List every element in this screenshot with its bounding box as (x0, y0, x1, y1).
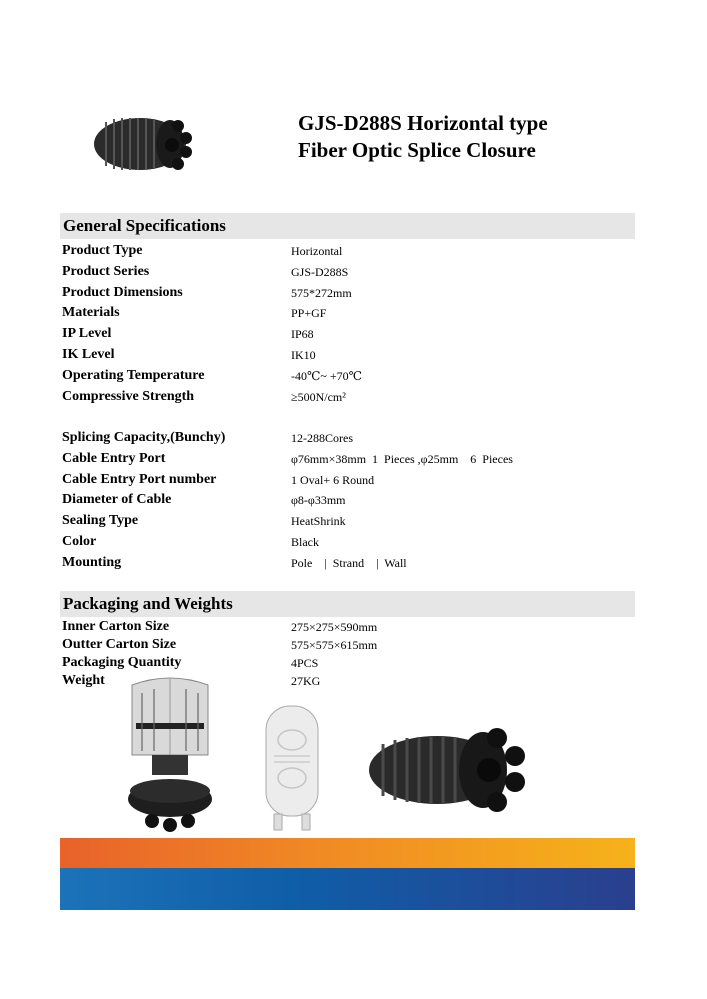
spec-label: Product Type (62, 243, 143, 258)
open-closure-image (122, 675, 218, 835)
spec-row (62, 283, 632, 303)
packaging-value: 275×275×590mm (291, 620, 378, 634)
spec-value: Pole | Strand | Wall (291, 556, 407, 570)
general-specifications-header (60, 213, 635, 239)
packaging-value: 27KG (291, 674, 321, 688)
spec-label: Product Series (62, 264, 150, 279)
spec-label: Product Dimensions (62, 285, 183, 300)
spec-label: Sealing Type (62, 513, 139, 528)
spec-value: Black (291, 535, 319, 549)
spec-row (62, 387, 632, 407)
spec-row (62, 324, 632, 344)
spec-label: Diameter of Cable (62, 492, 172, 507)
spec-value: 575*272mm (291, 286, 352, 300)
packaging-weights-header (60, 591, 635, 617)
packaging-label: Outter Carton Size (62, 637, 177, 652)
closed-closure-image (365, 718, 537, 818)
spec-row (62, 428, 632, 448)
spec-label: Color (62, 534, 97, 549)
spec-value: -40℃~ +70℃ (291, 369, 363, 383)
product-hero-image (92, 108, 202, 180)
footer-banner-orange (60, 838, 635, 868)
packaging-row (62, 635, 632, 655)
footer-banner-blue (60, 868, 635, 910)
spec-value: IK10 (291, 348, 316, 362)
spec-value: PP+GF (291, 306, 327, 320)
spec-label: Cable Entry Port (62, 451, 166, 466)
spec-label: Materials (62, 305, 120, 320)
spec-row (62, 490, 632, 510)
packaging-label: Packaging Quantity (62, 655, 182, 670)
title-line-2: Fiber Optic Splice Closure (298, 138, 536, 162)
spec-row (62, 366, 632, 386)
title-line-1: GJS-D288S Horizontal type (298, 111, 548, 135)
spec-value: 1 Oval+ 6 Round (291, 473, 375, 487)
packaging-label: Weight (62, 673, 105, 688)
section-heading: General Specifications (63, 216, 226, 235)
spec-row (62, 470, 632, 490)
spec-row (62, 262, 632, 282)
spec-row (62, 449, 632, 469)
spec-label: Mounting (62, 555, 122, 570)
spec-value: ≥500N/cm² (291, 390, 346, 404)
spec-label: Splicing Capacity,(Bunchy) (62, 430, 226, 445)
packaging-value: 575×575×615mm (291, 638, 378, 652)
section-heading: Packaging and Weights (63, 594, 233, 613)
spec-row (62, 303, 632, 323)
spec-value: HeatShrink (291, 514, 346, 528)
spec-value: φ76mm×38mm 1 Pieces ,φ25mm 6 Pieces (291, 452, 513, 466)
spec-row (62, 553, 632, 573)
spec-label: IK Level (62, 347, 115, 362)
packaging-row (62, 653, 632, 673)
spec-value: 12-288Cores (291, 431, 353, 445)
document-title (298, 110, 548, 164)
spec-label: Operating Temperature (62, 368, 205, 383)
spec-value: IP68 (291, 327, 314, 341)
spec-value: GJS-D288S (291, 265, 349, 279)
packaging-row (62, 617, 632, 637)
spec-row (62, 511, 632, 531)
spec-label: IP Level (62, 326, 112, 341)
spec-value: φ8-φ33mm (291, 493, 346, 507)
splice-tray-image (260, 700, 324, 835)
spec-row (62, 241, 632, 261)
packaging-label: Inner Carton Size (62, 619, 170, 634)
packaging-value: 4PCS (291, 656, 319, 670)
spec-row (62, 345, 632, 365)
spec-label: Compressive Strength (62, 389, 195, 404)
spec-value: Horizontal (291, 244, 343, 258)
spec-row (62, 532, 632, 552)
spec-label: Cable Entry Port number (62, 472, 217, 487)
